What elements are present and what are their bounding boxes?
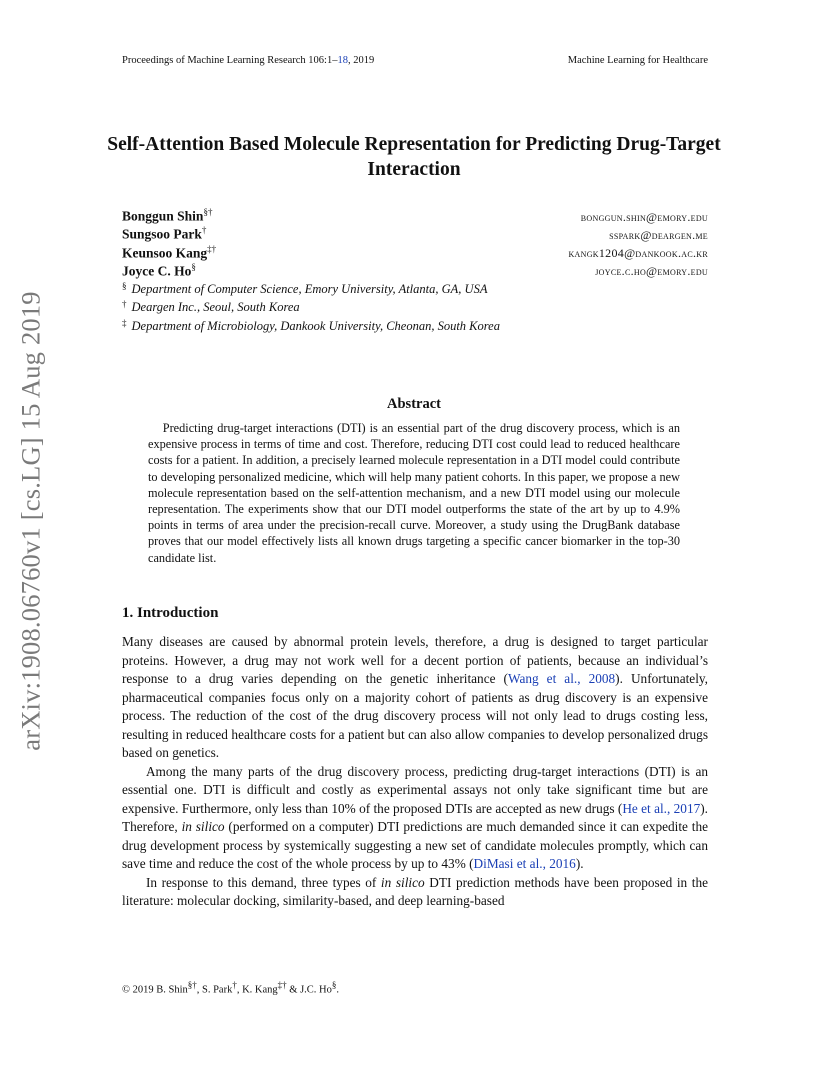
abstract-heading: Abstract [387, 396, 441, 412]
arxiv-stamp [14, 282, 48, 760]
citation-link[interactable]: DiMasi et al., 2016 [473, 856, 576, 871]
affiliation: § Department of Computer Science, Emory University, Atlanta, GA, USA [122, 281, 488, 296]
paragraph: In response to this demand, three types of in silico DTI prediction methods have been proposed in the literature: molecular docking, similarity-based, and deep learning-based [122, 874, 709, 908]
author-email[interactable]: bonggun.shin@emory.edu [580, 209, 708, 224]
running-head [122, 55, 708, 66]
running-head-left: Proceedings of Machine Learning Research 106:1–18, 2019 [122, 55, 375, 66]
author-email[interactable]: sspark@deargen.me [609, 227, 708, 242]
author-row [122, 207, 708, 225]
affiliation: ‡ Department of Microbiology, Dankook University, Cheonan, South Korea [122, 317, 500, 333]
author-block [122, 207, 708, 280]
author-name: Bonggun Shin§† [122, 207, 213, 224]
affiliation: † Deargen Inc., Seoul, South Korea [122, 299, 300, 315]
affiliation-block [122, 282, 708, 337]
page-range-link[interactable]: 18 [337, 55, 348, 66]
abstract-text: Predicting drug-target interactions (DTI) is an essential part of the drug discovery process, which is an expensive process in terms of time and cost. Therefore, reducing DTI cost could lead to reduced healthcare costs for a patient. In addition, a precisely learned molecule representation in a DTI model could contribute to developing personalized medicine, which will help many patient cohorts. In this paper, we propose a new molecule representation based on the self-attention mechanism, and a new DTI model using our molecule representation. The experiments show that our DTI model outperforms the state of the art by up to 4.9% points in terms of area under the precision-recall curve. Moreover, a study using the DrugBank database proves that our model effectively lists all known drugs targeting a specific cancer biomarker in the top-30 candidate list. [148, 421, 680, 565]
author-row [122, 262, 708, 280]
paragraph: Many diseases are caused by abnormal protein levels, therefore, a drug is designed to target particular proteins. However, a drug may not work well for a decent portion of patients, because an individual’s response to a drug varies depending on the genetic inheritance (Wang et al., 2008). Unfortunately, pharmaceutical companies focus only on a majority cohort of patients as drug discovery is an expensive process. The reduction of the cost of the drug discovery process will not only lead to drugs costing less, resulting in reduced healthcare costs for a patient but can also allow companies to develop personalized drugs based on genetics. [122, 634, 708, 760]
citation-link[interactable]: He et al., 2017 [622, 800, 701, 816]
paragraph: Among the many parts of the drug discovery process, predicting drug-target interactions (DTI) is an essential one. DTI is difficult and costly as experimental assays not only take significant time but are expensive. Furthermore, only less than 10% of the proposed DTIs are accepted as new drugs (He et al., 2017). Therefore, in silico (performed on a computer) DTI predictions are much demanded since it can expedite the drug development process by systemically suggesting a new set of candidate molecules promptly, which can save time and reduce the cost of the whole process by up to 43% (DiMasi et al., 2016). [122, 763, 709, 871]
author-name: Sungsoo Park† [122, 225, 207, 242]
copyright-footer: © 2019 B. Shin§†, S. Park†, K. Kang‡† & J.C. Ho§. [122, 980, 340, 996]
author-email[interactable]: joyce.c.ho@emory.edu [595, 264, 708, 279]
author-email[interactable]: kangk1204@dankook.ac.kr [568, 246, 708, 261]
author-name: Joyce C. Ho§ [122, 261, 196, 279]
citation-link[interactable]: Wang et al., 2008 [507, 671, 616, 686]
author-name: Keunsoo Kang‡† [122, 243, 217, 261]
author-row [122, 244, 708, 262]
running-head-right: Machine Learning for Healthcare [567, 55, 708, 66]
arxiv-stamp-text: arXiv:1908.06760v1 [cs.LG] 15 Aug 2019 [15, 291, 46, 751]
section-heading: 1. Introduction [122, 605, 219, 621]
author-row [122, 225, 708, 243]
body-text [122, 633, 708, 911]
paper-title: Self-Attention Based Molecule Representation for Predicting Drug-Target Interaction [107, 134, 721, 180]
